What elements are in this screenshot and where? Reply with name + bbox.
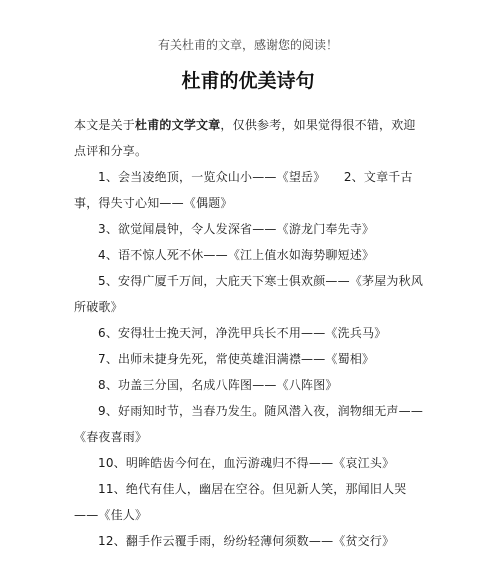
poem-line: 8、功盖三分国，名成八阵图——《八阵图》 — [98, 378, 338, 392]
poem-line: 9、好雨知时节，当春乃发生。随风潜入夜，润物细无声——《春夜喜雨》 — [74, 404, 424, 444]
poem-line: 11、绝代有佳人，幽居在空谷。但见新人笑，那闻旧人哭——《佳人》 — [74, 482, 407, 522]
poem-line: 10、明眸皓齿今何在，血污游魂归不得——《哀江头》 — [98, 456, 395, 470]
intro-paragraph — [74, 112, 426, 164]
page-title: 杜甫的优美诗句 — [181, 70, 315, 92]
intro-bold: 杜甫的文学文章 — [135, 118, 221, 132]
article-body — [74, 112, 426, 554]
poem-line: 3、欲觉闻晨钟，令人发深省——《游龙门奉先寺》 — [98, 222, 375, 236]
poem-line: 7、出师未捷身先死，常使英雄泪满襟——《蜀相》 — [98, 352, 375, 366]
poem-line: 5、安得广厦千万间，大庇天下寒士俱欢颜——《茅屋为秋风所破歌》 — [74, 274, 424, 314]
intro-prefix: 本文是关于 — [74, 118, 136, 132]
poem-line: 12、翻手作云覆手雨，纷纷轻薄何须数——《贫交行》 — [98, 534, 395, 548]
intro-suffix: ，仅供参考，如果觉得很不错，欢迎点评和分享。 — [74, 118, 416, 158]
header-note: 有关杜甫的文章，感谢您的阅读！ — [157, 38, 338, 52]
poem-line: 6、安得壮士挽天河，净洗甲兵长不用——《洗兵马》 — [98, 326, 387, 340]
poem-line: 4、语不惊人死不休——《江上值水如海势聊短述》 — [98, 248, 375, 262]
poem-line: 1、会当凌绝顶，一览众山小——《望岳》 2、文章千古事，得失寸心知——《偶题》 — [74, 170, 413, 210]
